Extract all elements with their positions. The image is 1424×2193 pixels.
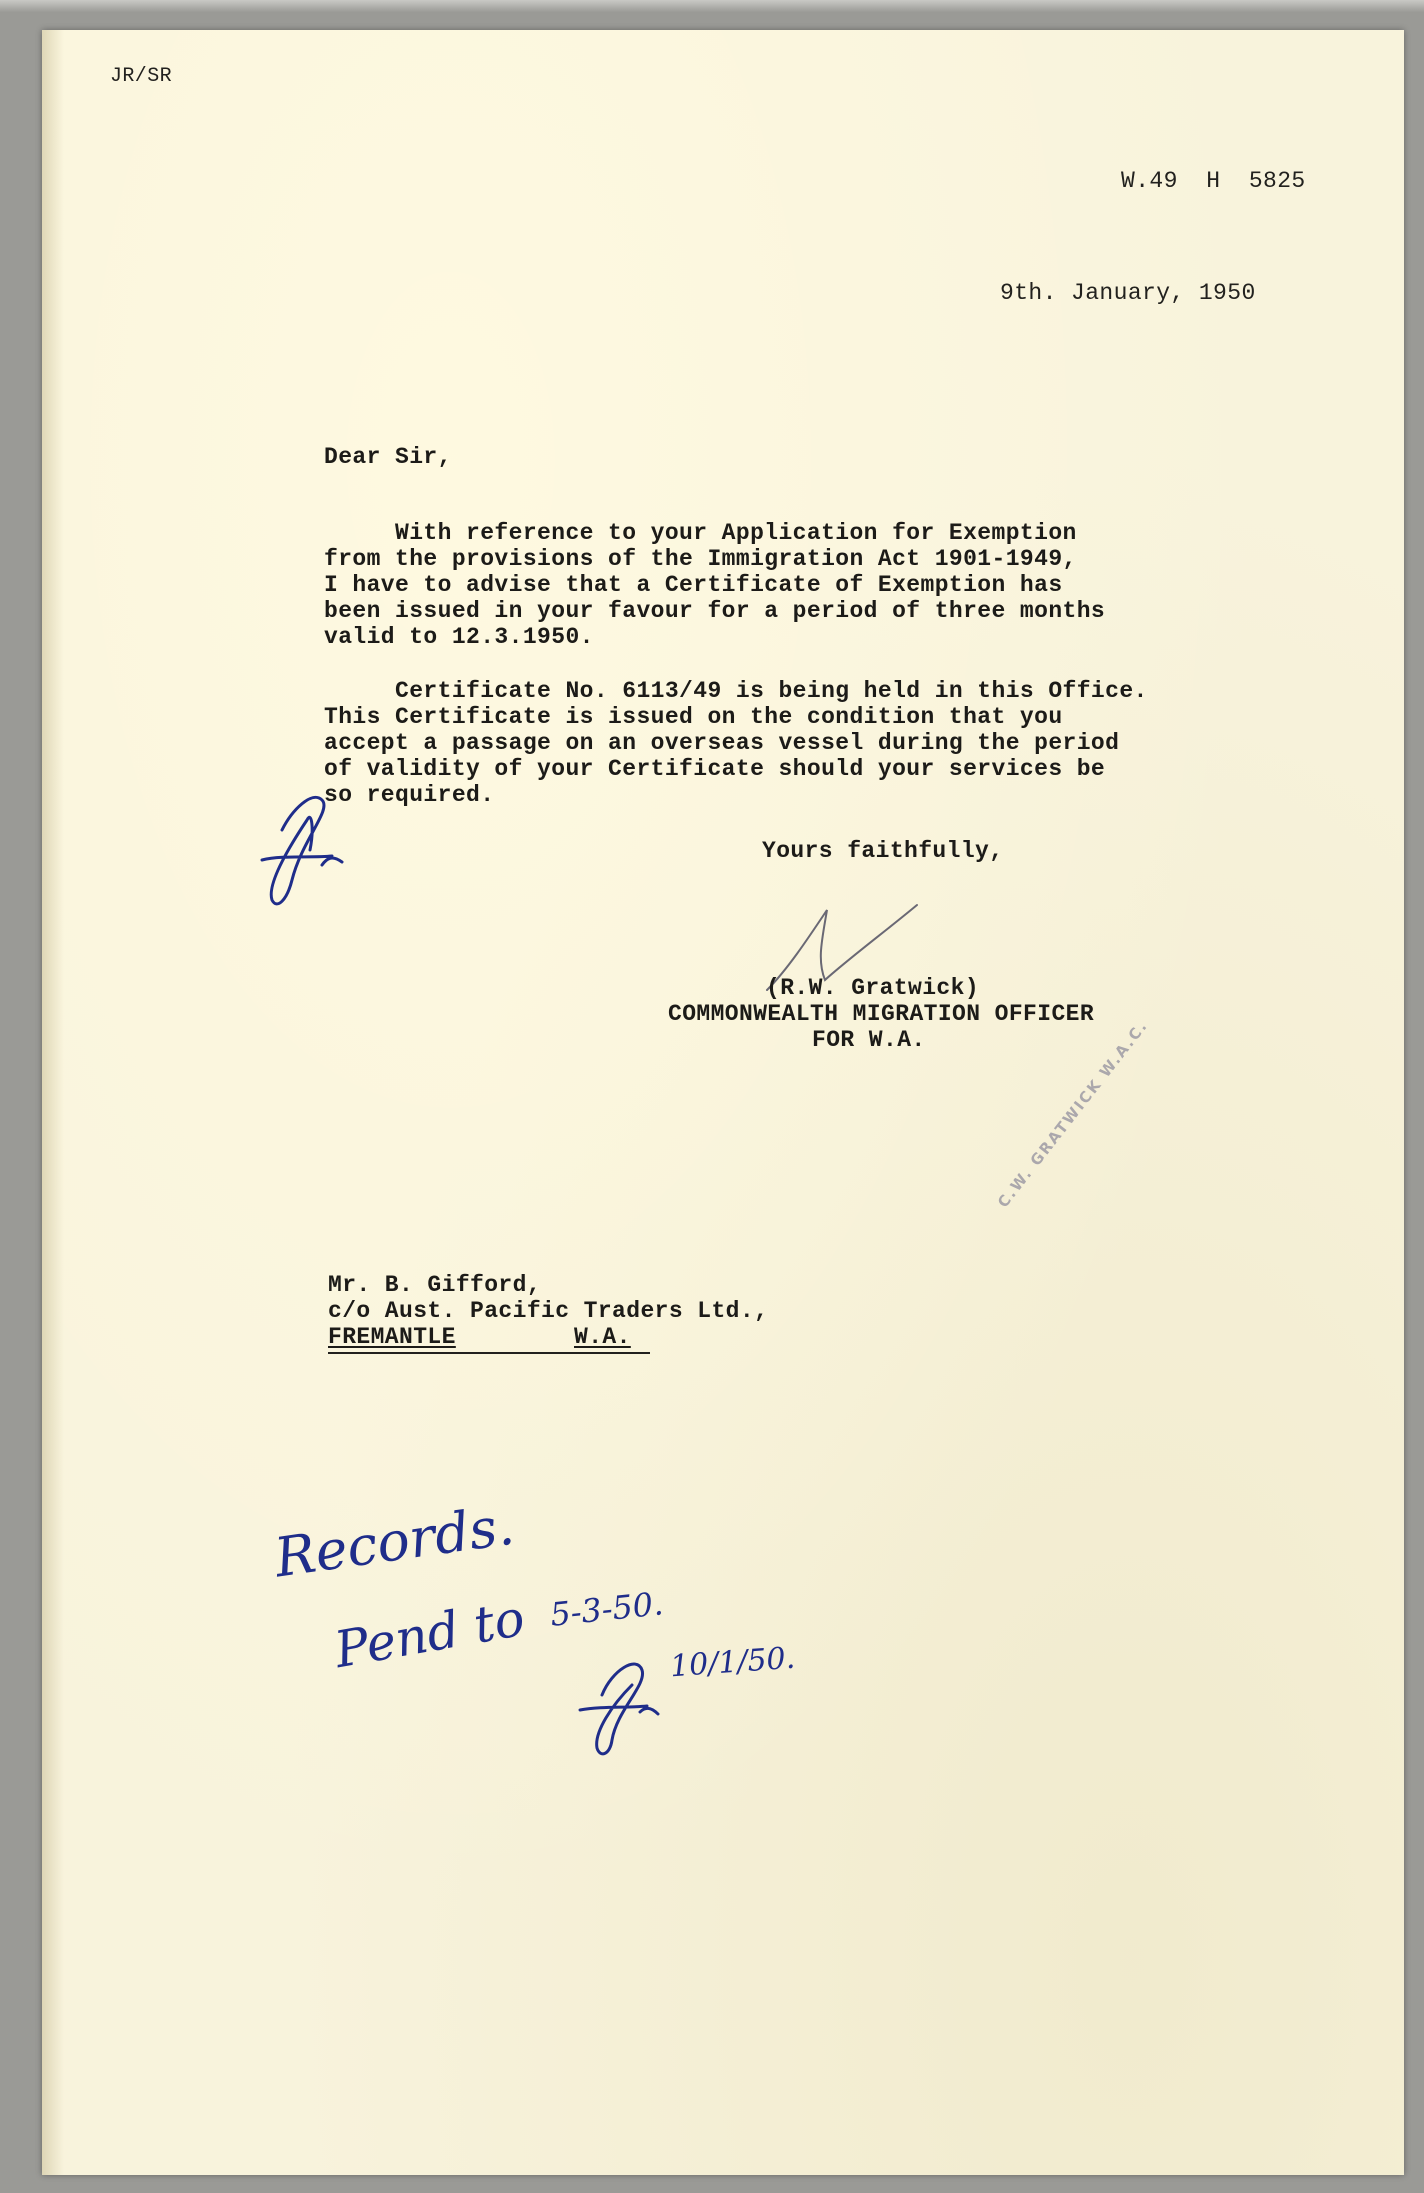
handwritten-initials-bottom [572, 1640, 672, 1760]
handwritten-pend-date: 5-3-50. [548, 1584, 665, 1634]
body-line: valid to 12.3.1950. [324, 624, 594, 650]
body-line: This Certificate is issued on the condition that you [324, 704, 1063, 730]
salutation: Dear Sir, [324, 444, 452, 470]
handwritten-date-initial: 10/1/50. [668, 1640, 797, 1685]
body-line: accept a passage on an overseas vessel during the period [324, 730, 1120, 756]
address-underline [328, 1352, 650, 1354]
margin-initials-signature [252, 770, 362, 920]
handwritten-pend-note: Pend to [330, 1588, 529, 1680]
handwritten-records-note: Records. [270, 1493, 518, 1590]
reference-initials: JR/SR [110, 65, 173, 88]
letter-date: 9th. January, 1950 [1000, 280, 1256, 306]
addressee-company: c/o Aust. Pacific Traders Ltd., [328, 1298, 769, 1324]
addressee-state: W.A. [574, 1324, 631, 1350]
addressee-city: FREMANTLE [328, 1324, 456, 1350]
body-line: been issued in your favour for a period of three months [324, 598, 1106, 624]
body-line: of validity of your Certificate should your services be [324, 756, 1106, 782]
signatory-title: COMMONWEALTH MIGRATION OFFICER [668, 1001, 1095, 1027]
scan-top-edge [0, 0, 1424, 12]
body-line: I have to advise that a Certificate of Exemption has [324, 572, 1063, 598]
file-number: W.49 H 5825 [1121, 168, 1306, 194]
signatory-name: (R.W. Gratwick) [766, 975, 980, 1001]
body-line: so required. [324, 782, 495, 808]
faded-stamp: C.W. GRATWICK W.A.C. [994, 1016, 1152, 1212]
body-line: Certificate No. 6113/49 is being held in this Office. [324, 678, 1148, 704]
letter-page [42, 30, 1404, 2175]
body-line: With reference to your Application for Exemption [324, 520, 1077, 546]
body-line: from the provisions of the Immigration Act 1901-1949, [324, 546, 1077, 572]
signatory-region: FOR W.A. [812, 1027, 926, 1053]
closing: Yours faithfully, [762, 838, 1004, 864]
addressee-name: Mr. B. Gifford, [328, 1272, 542, 1298]
